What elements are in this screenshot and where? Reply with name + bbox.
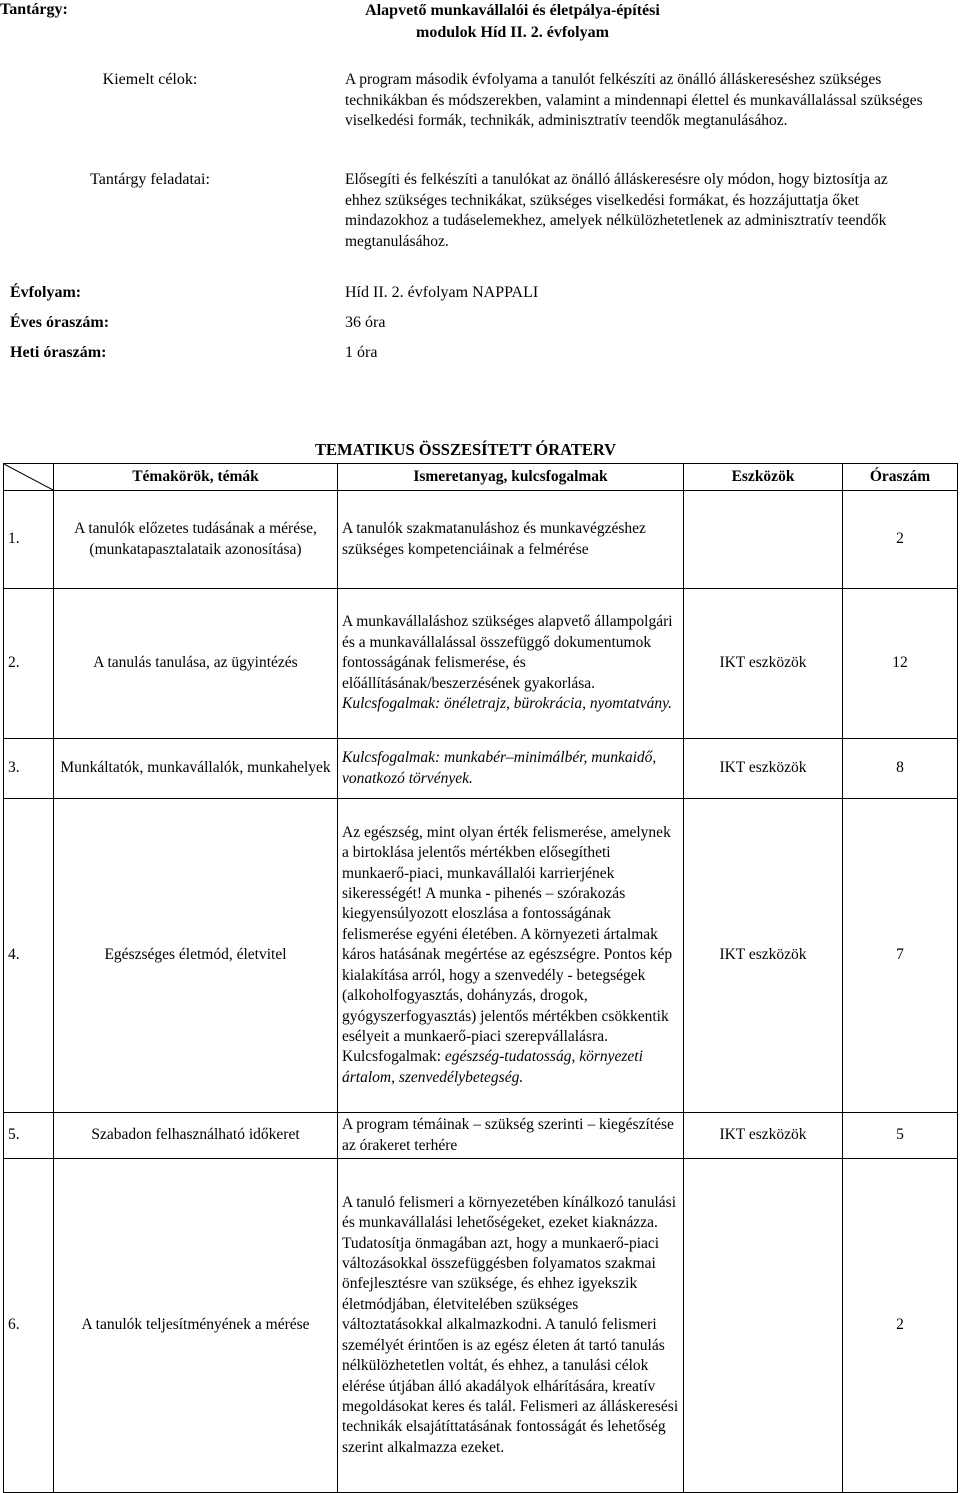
table-row (4, 1113, 958, 1159)
row-topic: Munkáltatók, munkavállalók, munkahelyek (54, 739, 338, 799)
row-hours: 12 (843, 589, 958, 739)
header-diagonal-cell (4, 464, 54, 491)
row-tools: IKT eszközök (684, 589, 843, 739)
row-hours: 7 (843, 799, 958, 1113)
row-tools: IKT eszközök (684, 739, 843, 799)
table-row (4, 799, 958, 1113)
weekly-hours-value: 1 óra (345, 344, 378, 361)
row-number: 1. (4, 491, 54, 589)
row-number: 2. (4, 589, 54, 739)
row-number: 4. (4, 799, 54, 1113)
row-keywords: Kulcsfogalmak: önéletrajz, bürokrácia, nyomtatvány. (342, 695, 673, 713)
row-topic: A tanulók előzetes tudásának a mérése, (munkatapasztalataik azonosítása) (54, 491, 338, 589)
annual-hours-label: Éves óraszám: (10, 314, 110, 331)
row-content (338, 589, 684, 739)
row-content (338, 1113, 684, 1159)
row-tools (684, 491, 843, 589)
row-keywords: egészség-tudatosság, környezeti ártalom, szenvedélybetegség. (342, 1048, 643, 1086)
year-label: Évfolyam: (10, 284, 82, 301)
row-number: 3. (4, 739, 54, 799)
row-content-text: Az egészség, mint olyan érték felismerése, amelynek a birtoklása jelentős mértékben elősegítheti munkaerő-piaci, munkavállalói karrierjének sikerességét! A munka - pihenés – szórakozás kiegyensúlyozott eloszlása a fontosságának felismerése egyéni életében. A környezeti ártalmak káros hatásának megértése az egészségre. Pontos kép kialakítása arról, hogy a szenvedély - betegségek (alkoholfogyasztás, dohányzás, drogok, gyógyszerfogyasztás) jelentős mértékben csökkentik esélyeit a munkaerő-piaci szerepvállalásra. Kulcsfogalmak: (342, 823, 673, 1066)
hour-plan-table (3, 463, 958, 1493)
table-title: TEMATIKUS ÖSSZESÍTETT ÓRATERV (315, 440, 617, 459)
goals-label: Kiemelt célok: (102, 71, 198, 88)
weekly-hours-label: Heti óraszám: (10, 344, 107, 361)
row-topic: A tanulók teljesítményének a mérése (54, 1159, 338, 1493)
diagonal-line-icon (4, 464, 53, 490)
year-value: Híd II. 2. évfolyam NAPPALI (345, 284, 539, 301)
annual-hours-value: 36 óra (345, 314, 386, 331)
row-number: 5. (4, 1113, 54, 1159)
subject-label: Tantárgy: (0, 1, 68, 18)
row-content-text: A program témáinak – szükség szerinti – kiegészítése az órakeret terhére (342, 1116, 674, 1154)
row-hours: 2 (843, 491, 958, 589)
header-content: Ismeretanyag, kulcsfogalmak (338, 464, 684, 491)
row-topic: Egészséges életmód, életvitel (54, 799, 338, 1113)
row-hours: 8 (843, 739, 958, 799)
row-tools: IKT eszközök (684, 1113, 843, 1159)
tasks-text: Elősegíti és felkészíti a tanulókat az önálló álláskeresésre oly módon, hogy biztosítja az ehhez szükséges technikákat, szükséges viselkedési formákat, és hozzájuttatja őket mindazokhoz a tudáselemekhez, amelyek nélkülözhetetlenek az adminisztratív teendők megtanulásához. (345, 171, 888, 250)
row-content (338, 491, 684, 589)
row-hours: 5 (843, 1113, 958, 1159)
header-topics: Témakörök, témák (54, 464, 338, 491)
header-tools: Eszközök (684, 464, 843, 491)
table-header-row (4, 464, 958, 491)
subject-value: Alapvető munkavállalói és életpálya-építési modulok Híd II. 2. évfolyam (365, 2, 660, 41)
row-topic: A tanulás tanulása, az ügyintézés (54, 589, 338, 739)
header-hours: Óraszám (843, 464, 958, 491)
row-tools (684, 1159, 843, 1493)
row-keywords: Kulcsfogalmak: munkabér–minimálbér, munkaidő, vonatkozó törvények. (342, 749, 657, 787)
table-row (4, 739, 958, 799)
table-row (4, 589, 958, 739)
row-tools: IKT eszközök (684, 799, 843, 1113)
goals-text: A program második évfolyama a tanulót felkészíti az önálló álláskereséshez szükséges technikákban és módszerekben, valamint a mindennapi élettel és munkavállalással szükséges viselkedési formák, technikák, adminisztratív teendők megtanulásához. (345, 71, 923, 129)
row-content (338, 739, 684, 799)
row-content-text: A tanuló felismeri a környezetében kínálkozó tanulási és munkavállalási lehetőségeket, ezeket kiaknázza. Tudatosítja önmagában azt, hogy a munkaerő-piaci változásokkal összefüggésben folyamatos szakmai önfejlesztésre van szüksége, és ehhez igyekszik életmódjában, életvitelében szükséges változtatásokkal alkalmazkodni. A tanuló felismeri személyét érintően is az egész életen át tartó tanulás nélkülözhetetlen voltát, és ehhez, a tanulási célok elérése útjában álló akadályok elhárítására, kreatív megoldásokat keres és talál. Felismeri az álláskeresési technikák elsajátíttatásának fontosságát és lehetőség szerint alkalmazza ezeket. (342, 1193, 679, 1456)
row-content-text: A munkavállaláshoz szükséges alapvető állampolgári és a munkavállalással összefüggő dokumentumok fontosságának felismerése, és előállításának/beszerzésének gyakorlása. (342, 613, 673, 692)
row-hours: 2 (843, 1159, 958, 1493)
row-content-text: A tanulók szakmatanuláshoz és munkavégzéshez szükséges kompetenciáinak a felmérése (342, 520, 646, 558)
tasks-label: Tantárgy feladatai: (90, 171, 210, 188)
row-topic: Szabadon felhasználható időkeret (54, 1113, 338, 1159)
row-content (338, 1159, 684, 1493)
row-number: 6. (4, 1159, 54, 1493)
table-row (4, 1159, 958, 1493)
row-content (338, 799, 684, 1113)
table-row (4, 491, 958, 589)
